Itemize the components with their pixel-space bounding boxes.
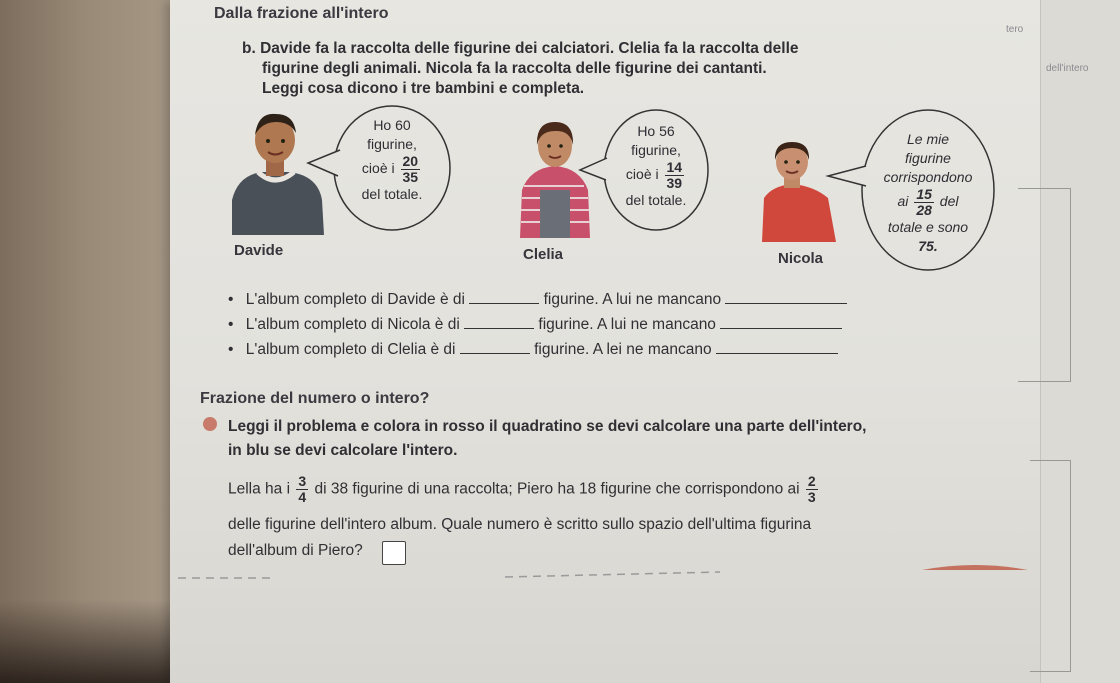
fraction: $\frac{20}{35}$ [402, 153, 419, 185]
section-title: Dalla frazione all'intero [214, 5, 389, 22]
answer-blank[interactable] [464, 316, 534, 329]
fraction: $\frac{14}{39}$ [666, 159, 683, 191]
name-clelia: Clelia [523, 246, 564, 263]
problem-line-3: dell'album di Piero? [228, 542, 363, 559]
davide-figure [232, 114, 324, 235]
completion-row: • L'album completo di Davide è di figurine. A lui ne mancano [228, 291, 847, 309]
fraction: $\frac{3}{4}$ [298, 473, 307, 505]
fraction: $\frac{2}{3}$ [807, 473, 816, 505]
davide-bubble: Ho 60 figurine, cioè i $\frac{20}{35}$ del totale. [361, 117, 423, 202]
problem-b-line1: b. Davide fa la raccolta delle figurine dei calciatori. Clelia fa la raccolta delle [242, 40, 799, 57]
fraction: $\frac{15}{28}$ [916, 186, 932, 218]
problem-b-line2: figurine degli animali. Nicola fa la raccolta delle figurine dei cantanti. [262, 60, 767, 77]
section2-instruction-1: Leggi il problema e colora in rosso il quadratino se devi calcolare una parte dell'intero, [228, 418, 867, 435]
nicola-figure [762, 142, 836, 242]
answer-checkbox[interactable] [382, 541, 406, 565]
problem-b-line3: Leggi cosa dicono i tre bambini e completa. [262, 80, 585, 97]
answer-blank[interactable] [725, 291, 847, 304]
clelia-bubble: Ho 56 figurine, cioè i $\frac{14}{39}$ del totale. [625, 123, 687, 208]
name-nicola: Nicola [778, 250, 824, 267]
dashed-line [505, 572, 720, 577]
nicola-bubble: Le mie figurine corrispondono ai $\frac{15}{28}$ del totale e sono 75. [883, 131, 973, 254]
problem-line-1: Lella ha i $\frac{3}{4}$ di 38 figurine di una raccolta; Piero ha 18 figurine che corrispondono ai $\frac{2}{3}$ [228, 473, 816, 505]
completion-row: • L'album completo di Nicola è di figurine. A lui ne mancano [228, 316, 842, 334]
corner-tab-2: dell'intero [1046, 63, 1089, 74]
red-marker-mark [922, 565, 1028, 570]
answer-blank[interactable] [469, 291, 539, 304]
clelia-figure [520, 122, 590, 238]
answer-blank[interactable] [716, 341, 838, 354]
corner-tab: tero [1006, 24, 1024, 35]
section2-title: Frazione del numero o intero? [200, 390, 430, 407]
completion-row: • L'album completo di Clelia è di figurine. A lei ne mancano [228, 341, 838, 359]
answer-blank[interactable] [460, 341, 530, 354]
red-dot-icon [203, 417, 217, 431]
problem-line-2: delle figurine dell'intero album. Quale numero è scritto sullo spazio dell'ultima figurina [228, 516, 812, 533]
section2-instruction-2: in blu se devi calcolare l'intero. [228, 442, 458, 459]
answer-blank[interactable] [720, 316, 842, 329]
name-davide: Davide [234, 242, 284, 259]
